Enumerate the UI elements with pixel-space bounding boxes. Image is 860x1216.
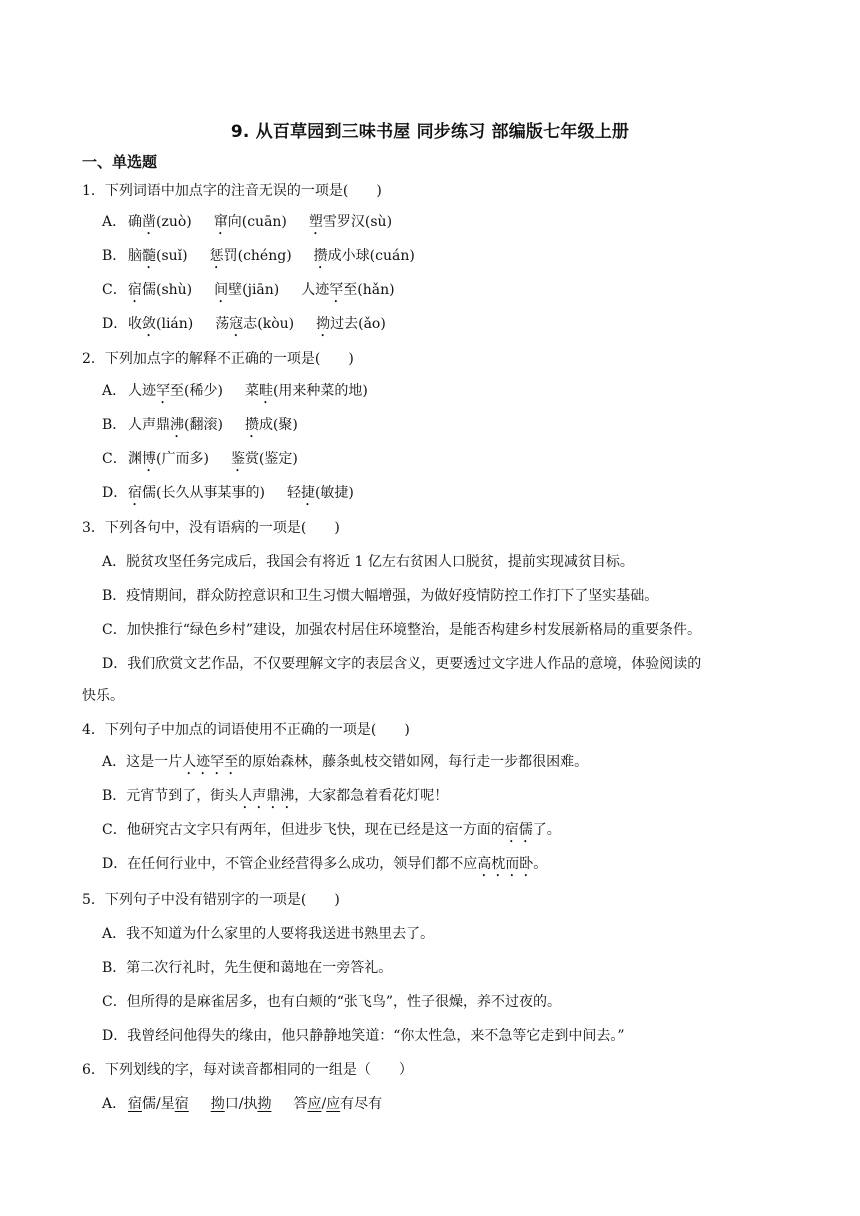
question-2-option-a[interactable]: A． 人迹罕至(稀少) 菜畦(用来种菜的地) (102, 383, 368, 399)
question-1-option-d[interactable]: D．收敛(lián) 荡寇志(kòu) 拗过去(ǎo) (102, 316, 386, 332)
question-3-option-a[interactable]: A．脱贫攻坚任务完成后，我国会有将近 1 亿左右贫困人口脱贫，提前实现减贫目标。 (102, 554, 634, 570)
question-3-option-b[interactable]: B．疫情期间，群众防控意识和卫生习惯大幅增强，为做好疫情防控工作打下了坚实基础。 (102, 588, 659, 604)
question-5-stem: 5．下列句子中没有错别字的一项是( ) (82, 892, 340, 908)
question-6-option-a[interactable]: A． 宿儒/星宿 拗口/执拗 答应/应有尽有 (102, 1096, 383, 1112)
question-2-option-d[interactable]: D．宿儒(长久从事某事的) 轻捷(敏捷) (102, 485, 354, 501)
question-2-option-b[interactable]: B． 人声鼎沸(翻滚) 攒成(聚) (102, 417, 298, 433)
question-1-option-c[interactable]: C．宿儒(shù) 间壁(jiān) 人迹罕至(hǎn) (102, 282, 395, 298)
question-5-option-c[interactable]: C．但所得的是麻雀居多，也有白颊的“张飞鸟”，性子很燥，养不过夜的。 (102, 994, 562, 1010)
question-3-option-d[interactable]: D．我们欣赏文艺作品，不仅要理解文字的表层含义，更要透过文字进人作品的意境，体验阅读的 (102, 656, 702, 672)
question-1-stem: 1．下列词语中加点字的注音无误的一项是( ) (82, 183, 382, 199)
question-2-stem: 2．下列加点字的解释不正确的一项是( ) (82, 351, 354, 367)
question-1-option-b[interactable]: B． 脑髓(suǐ) 惩罚(chéng) 攒成小球(cuán) (102, 248, 415, 264)
question-4-option-d[interactable]: D．在任何行业中，不管企业经营得多么成功，领导们都不应高枕而卧。 (102, 856, 548, 872)
question-4-option-c[interactable]: C．他研究古文字只有两年，但进步飞快，现在已经是这一方面的宿儒了。 (102, 822, 561, 838)
question-5-option-d[interactable]: D．我曾经问他得失的缘由，他只静静地笑道：“你太性急，来不急等它走到中间去。” (102, 1028, 625, 1044)
section-heading: 一、单选题 (82, 153, 158, 171)
question-2-option-c[interactable]: C．渊博(广而多) 鉴赏(鉴定) (102, 451, 298, 467)
question-6-stem: 6．下列划线的字，每对读音都相同的一组是（ ） (82, 1062, 413, 1078)
page-title: 9. 从百草园到三味书屋 同步练习 部编版七年级上册 (230, 122, 630, 142)
question-3-stem: 3．下列各句中，没有语病的一项是( ) (82, 520, 340, 536)
question-1-option-a[interactable]: A． 确凿(zuò) 窜向(cuān) 塑雪罗汉(sù) (102, 214, 393, 230)
question-4-option-a[interactable]: A．这是一片人迹罕至的原始森林，藤条虬枝交错如网，每行走一步都很困难。 (102, 754, 589, 770)
question-5-option-b[interactable]: B．第二次行礼时，先生便和蔼地在一旁答礼。 (102, 960, 393, 976)
question-3-option-c[interactable]: C．加快推行“绿色乡村”建设，加强农村居住环境整治，是能否构建乡村发展新格局的重要条件。 (102, 622, 702, 638)
question-4-option-b[interactable]: B．元宵节到了，街头人声鼎沸，大家都急着看花灯呢！ (102, 788, 449, 804)
question-5-option-a[interactable]: A．我不知道为什么家里的人要将我送进书熟里去了。 (102, 926, 435, 942)
question-3-option-d-continued: 快乐。 (82, 688, 124, 704)
question-4-stem: 4．下列句子中加点的词语使用不正确的一项是( ) (82, 722, 410, 738)
